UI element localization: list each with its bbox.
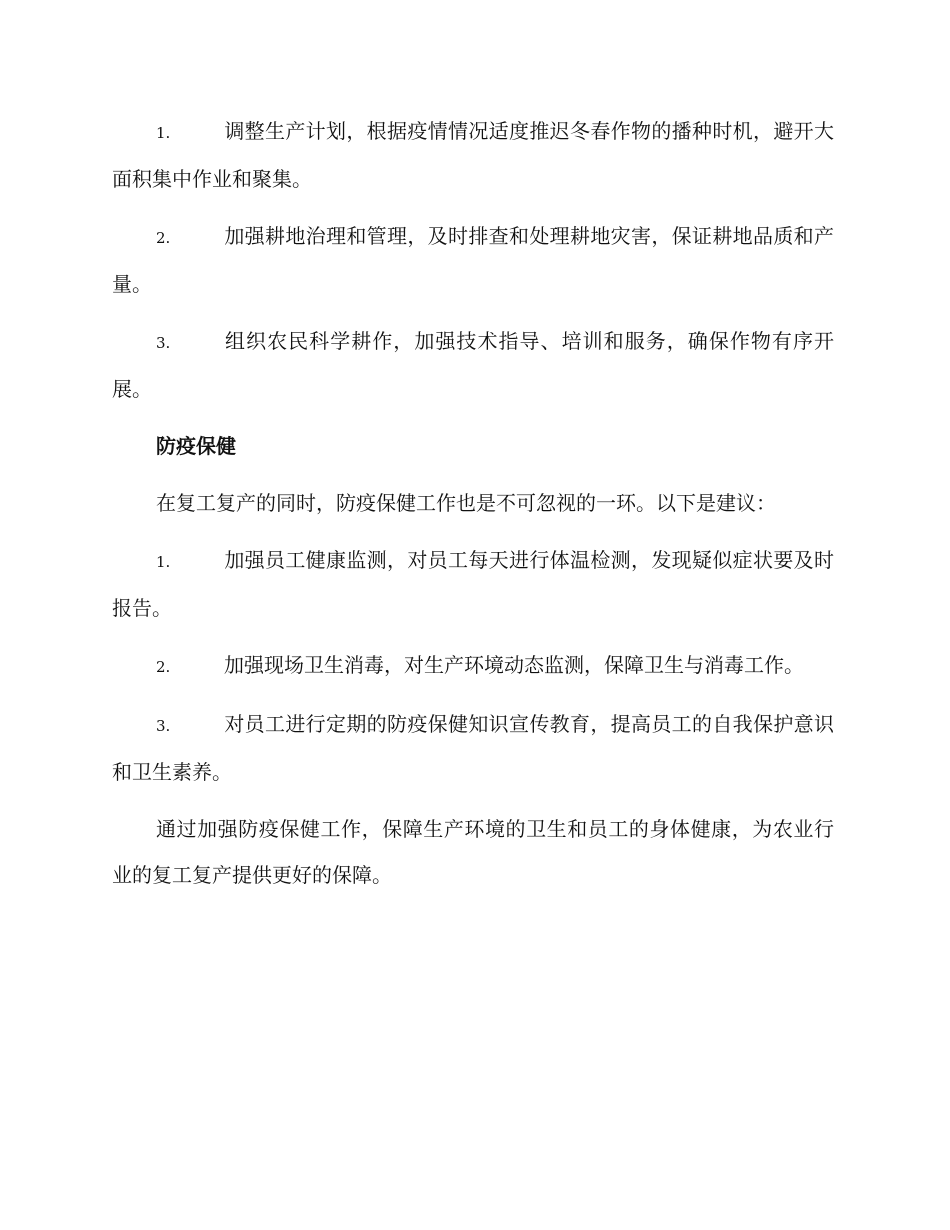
- list-text: 调整生产计划，根据疫情情况适度推迟冬春作物的播种时机，避开大面积集中作业和聚集。: [112, 119, 834, 191]
- document-page: [112, 108, 834, 909]
- list-number: 3.: [156, 334, 171, 352]
- list-number: 2.: [156, 658, 171, 676]
- list-text: 加强员工健康监测，对员工每天进行体温检测，发现疑似症状要及时报告。: [112, 548, 834, 620]
- conclusion-paragraph: 通过加强防疫保健工作，保障生产环境的卫生和员工的身体健康，为农业行业的复工复产提供更好的保障。: [112, 817, 834, 887]
- section-heading: 防疫保健: [156, 434, 236, 458]
- list-item: [112, 318, 834, 412]
- list-item: [112, 537, 834, 631]
- list-text: 加强现场卫生消毒，对生产环境动态监测，保障卫生与消毒工作。: [224, 653, 804, 677]
- list-item: [112, 213, 834, 307]
- list-number: 2.: [156, 229, 171, 247]
- intro-paragraph: 在复工复产的同时，防疫保健工作也是不可忽视的一环。以下是建议：: [156, 491, 776, 515]
- list-item: [112, 108, 834, 202]
- list-number: 3.: [156, 717, 171, 735]
- list-item: [112, 701, 834, 795]
- list-number: 1.: [156, 124, 171, 142]
- list-item: [112, 642, 834, 690]
- list-text: 对员工进行定期的防疫保健知识宣传教育，提高员工的自我保护意识和卫生素养。: [112, 712, 834, 784]
- list-text: 加强耕地治理和管理，及时排查和处理耕地灾害，保证耕地品质和产量。: [112, 224, 834, 296]
- list-number: 1.: [156, 553, 171, 571]
- list-text: 组织农民科学耕作，加强技术指导、培训和服务，确保作物有序开展。: [112, 329, 834, 401]
